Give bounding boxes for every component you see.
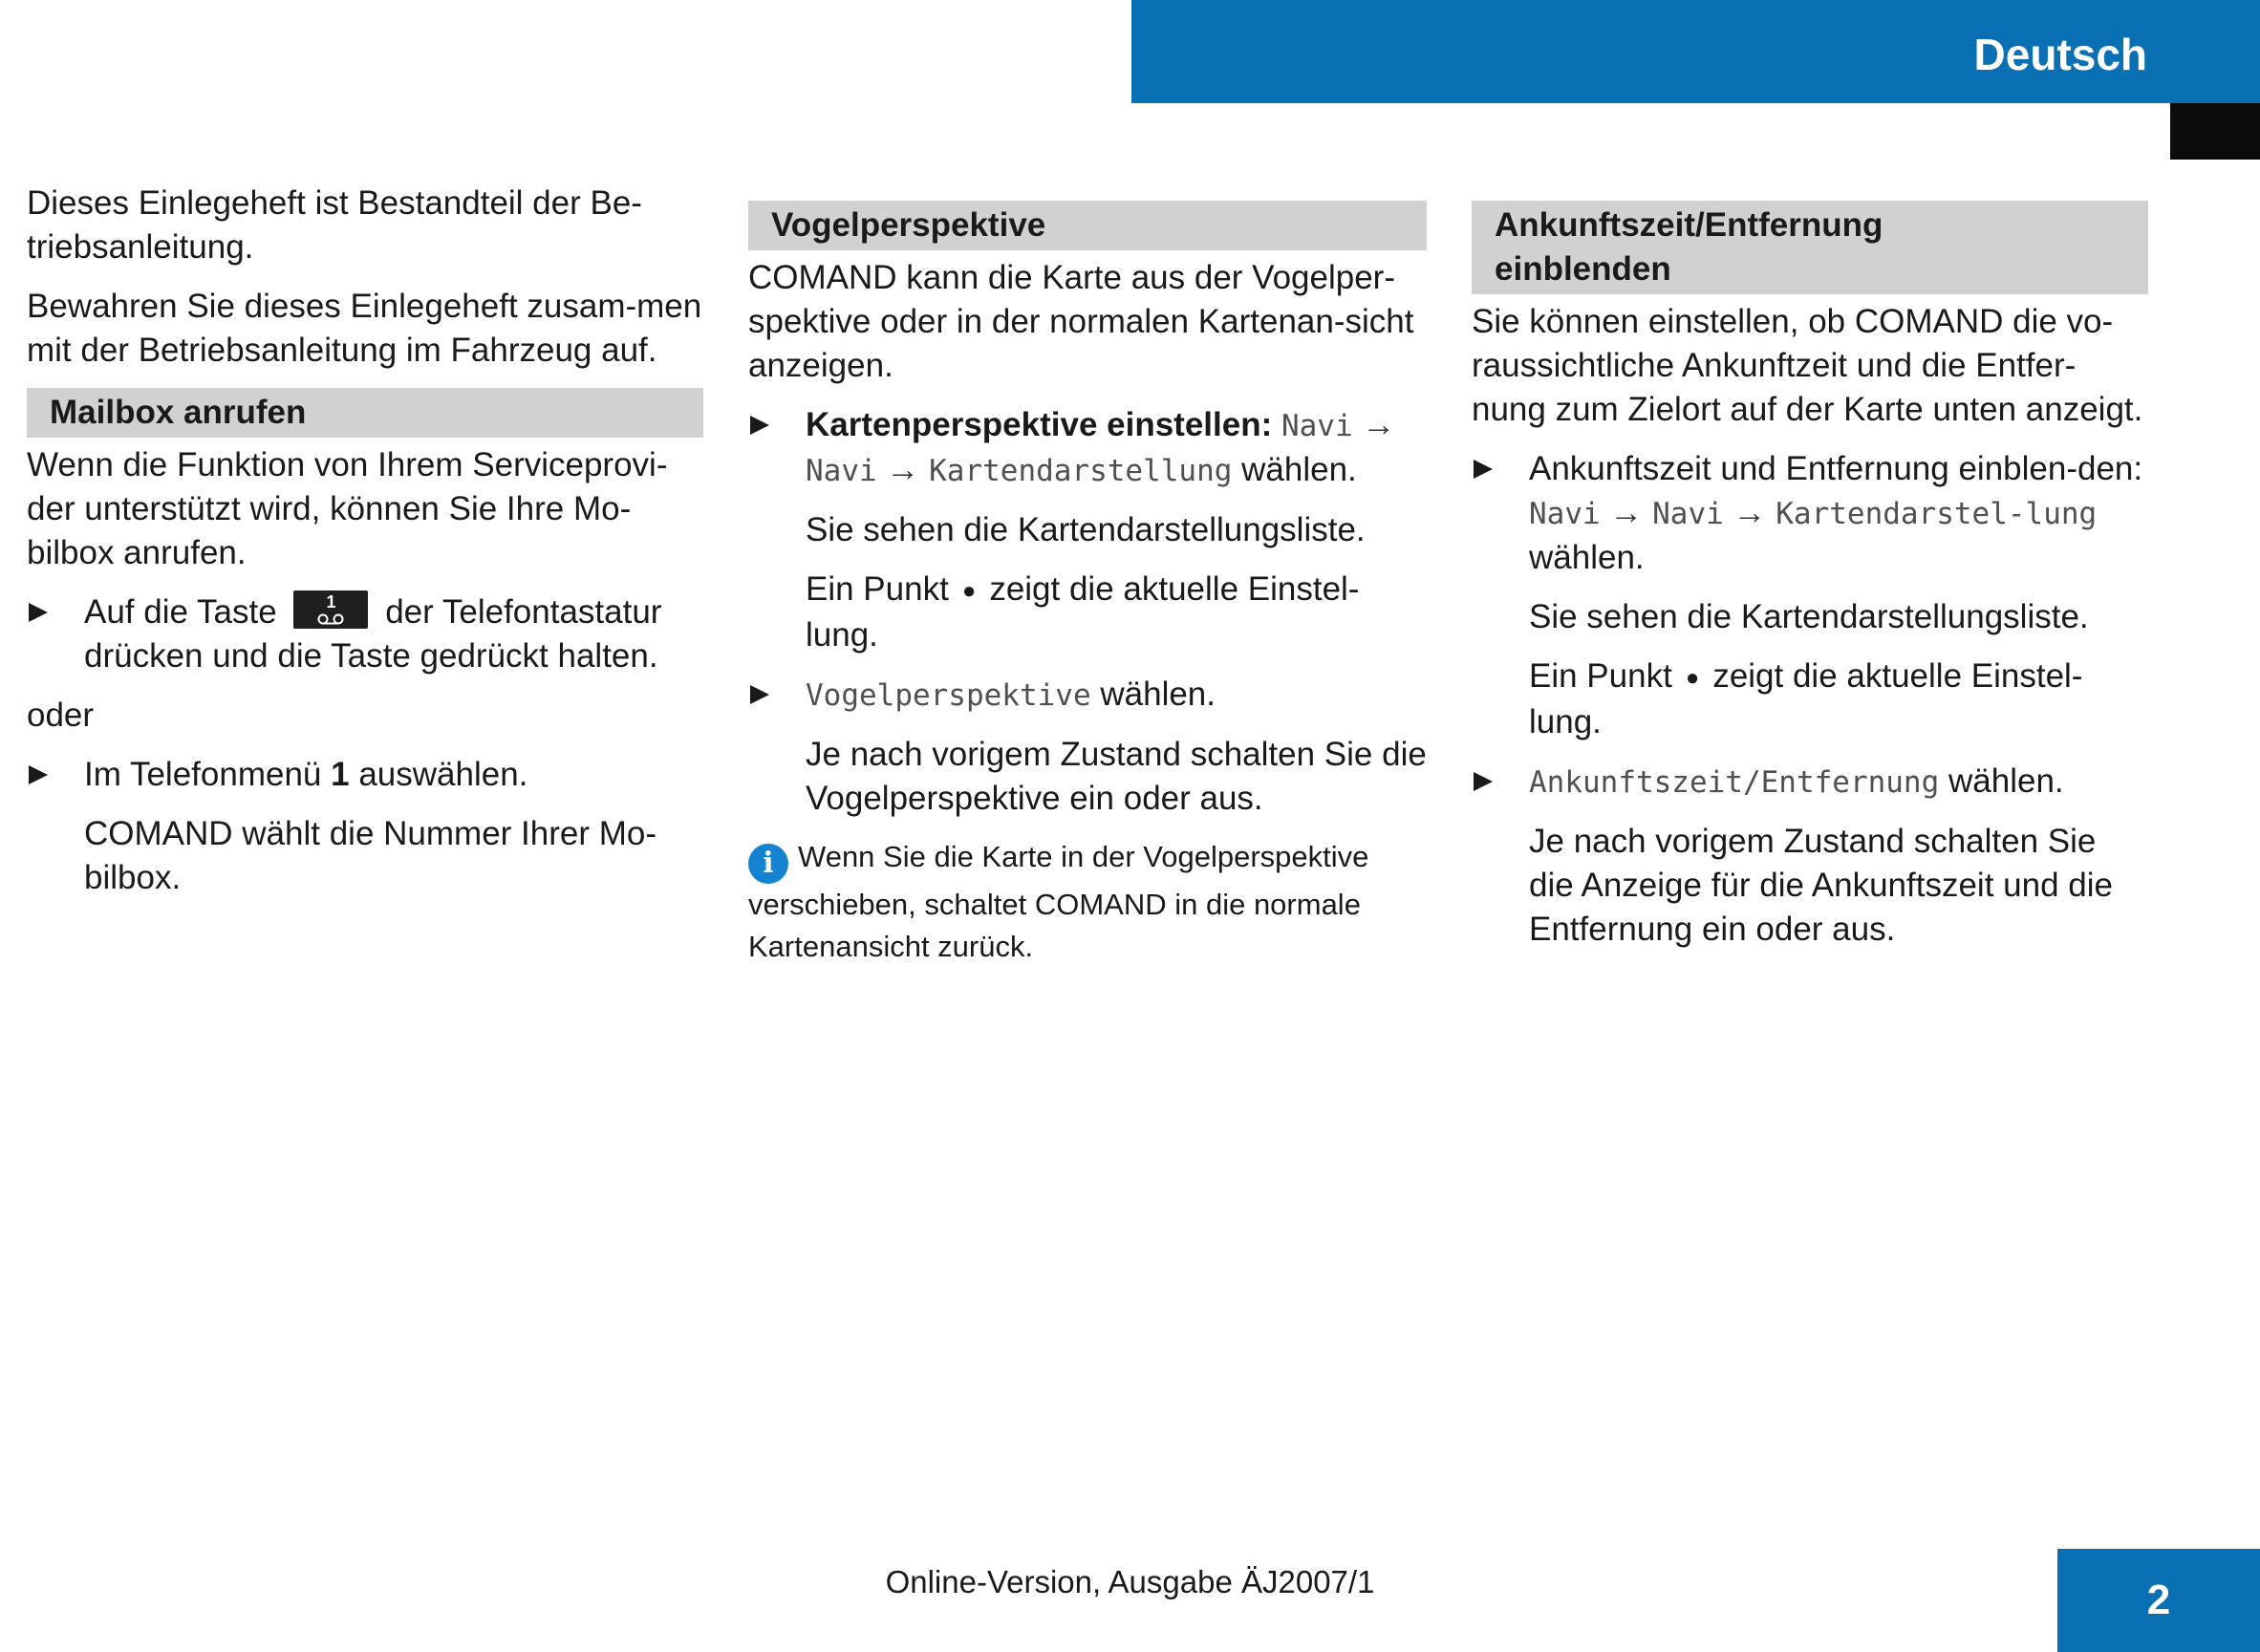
info-note-text: Wenn Sie die Karte in der Vogelperspektive verschieben, schaltet COMAND in die normale Kartenansicht zurück. — [748, 839, 1369, 963]
column-left — [27, 182, 703, 915]
bullet-triangle-icon — [1474, 772, 1493, 791]
arrow-icon: → — [1609, 494, 1644, 531]
menu-item-navi: Navi — [806, 454, 877, 488]
dot-hint-text: Ein Punkt — [1529, 657, 1672, 695]
menu-item-navi: Navi — [1281, 409, 1353, 443]
dot-hint-text: Ein Punkt — [806, 570, 949, 608]
column-right — [1472, 182, 2148, 967]
voicemail-key-icon — [293, 590, 368, 629]
step-text: Auf die Taste — [84, 593, 277, 631]
dot-icon: ● — [1685, 664, 1700, 691]
step-text: Im Telefonmenü — [84, 756, 322, 793]
step-result: Sie sehen die Kartendarstellungsliste. — [1529, 598, 2089, 635]
menu-number: 1 — [331, 756, 350, 793]
step-result: Sie sehen die Kartendarstellungsliste. — [806, 511, 1366, 548]
language-title: Deutsch — [1973, 30, 2147, 79]
dot-hint — [748, 568, 1427, 657]
bullet-triangle-icon — [1474, 460, 1493, 479]
section-heading-mailbox: Mailbox anrufen — [27, 388, 703, 438]
dot-hint-text: zeigt die aktuelle Einstel-lung. — [806, 570, 1360, 654]
bullet-triangle-icon — [750, 416, 769, 435]
header-bar — [1131, 0, 2260, 103]
heading-line: Ankunftszeit/Entfernung — [1495, 206, 1883, 244]
step-result: COMAND wählt die Nummer Ihrer Mo-bilbox. — [84, 815, 656, 896]
step-vogelperspektive — [748, 673, 1427, 718]
select-word: wählen. — [1529, 539, 1645, 576]
step-ankunftszeit-einblenden — [1472, 447, 2148, 580]
info-note — [748, 836, 1427, 968]
vogel-intro: COMAND kann die Karte aus der Vogelper-spektive oder in der normalen Kartenan-sicht anzeigen. — [748, 259, 1414, 384]
step-ankunftszeit-entfernung — [1472, 760, 2148, 805]
arrow-icon: → — [886, 451, 920, 488]
dot-hint — [1472, 654, 2148, 744]
dot-icon: ● — [961, 577, 977, 604]
page-number: 2 — [2057, 1549, 2260, 1652]
step-hold-key — [27, 590, 703, 678]
thumb-tab — [2170, 103, 2260, 160]
column-middle — [748, 182, 1427, 968]
menu-item-kartendarstellung: Kartendarstel-lung — [1776, 497, 2098, 531]
arrow-icon: → — [1362, 406, 1396, 443]
key-number: 1 — [326, 592, 336, 611]
bullet-triangle-icon — [750, 685, 769, 704]
select-word: wählen. — [1100, 675, 1216, 713]
section-heading-vogelperspektive: Vogelperspektive — [748, 201, 1427, 250]
menu-item-navi: Navi — [1652, 497, 1724, 531]
menu-item-ankunftszeit-entfernung: Ankunftszeit/Entfernung — [1529, 764, 1940, 800]
menu-item-vogelperspektive: Vogelperspektive — [806, 677, 1091, 713]
heading-line: einblenden — [1495, 250, 1671, 288]
bullet-triangle-icon — [29, 765, 48, 784]
footer-edition: Online-Version, Ausgabe ÄJ2007/1 — [885, 1564, 1375, 1599]
step-label: Kartenperspektive einstellen: — [806, 406, 1273, 443]
arrow-icon: → — [1733, 494, 1767, 531]
intro-paragraph-2: Bewahren Sie dieses Einlegeheft zusam-men mit der Betriebsanleitung im Fahrzeug auf. — [27, 288, 702, 369]
dot-hint-text: zeigt die aktuelle Einstel-lung. — [1529, 657, 2083, 740]
step-result: Je nach vorigem Zustand schalten Sie die Vogelperspektive ein oder aus. — [806, 735, 1427, 817]
menu-item-navi: Navi — [1529, 497, 1601, 531]
mailbox-paragraph: Wenn die Funktion von Ihrem Serviceprovi-der unterstützt wird, können Sie Ihre Mo-bilbox anrufen. — [27, 446, 668, 571]
step-result: Je nach vorigem Zustand schalten Sie die Anzeige für die Ankunftszeit und die Entfernung ein oder aus. — [1529, 822, 2113, 948]
section-heading-ankunftszeit — [1472, 201, 2148, 294]
step-text: der Telefontastatur drücken und die Taste gedrückt halten. — [84, 593, 662, 675]
select-word: wählen. — [1241, 451, 1357, 488]
oder-text: oder — [27, 697, 95, 734]
ankunft-intro: Sie können einstellen, ob COMAND die vo-raussichtliche Ankunftzeit und die Entfer-nung zum Zielort auf der Karte unten anzeigt. — [1472, 303, 2143, 428]
select-word: wählen. — [1948, 762, 2064, 800]
intro-paragraph-1: Dieses Einlegeheft ist Bestandteil der Be-triebsanleitung. — [27, 184, 642, 266]
step-phone-menu — [27, 753, 703, 797]
voicemail-symbol-icon — [316, 613, 345, 625]
step-kartenperspektive — [748, 403, 1427, 493]
step-text: Ankunftszeit und Entfernung einblen-den: — [1529, 450, 2143, 487]
info-icon: i — [748, 844, 788, 884]
bullet-triangle-icon — [29, 603, 48, 622]
step-text: auswählen. — [358, 756, 528, 793]
menu-item-kartendarstellung: Kartendarstellung — [929, 454, 1233, 488]
